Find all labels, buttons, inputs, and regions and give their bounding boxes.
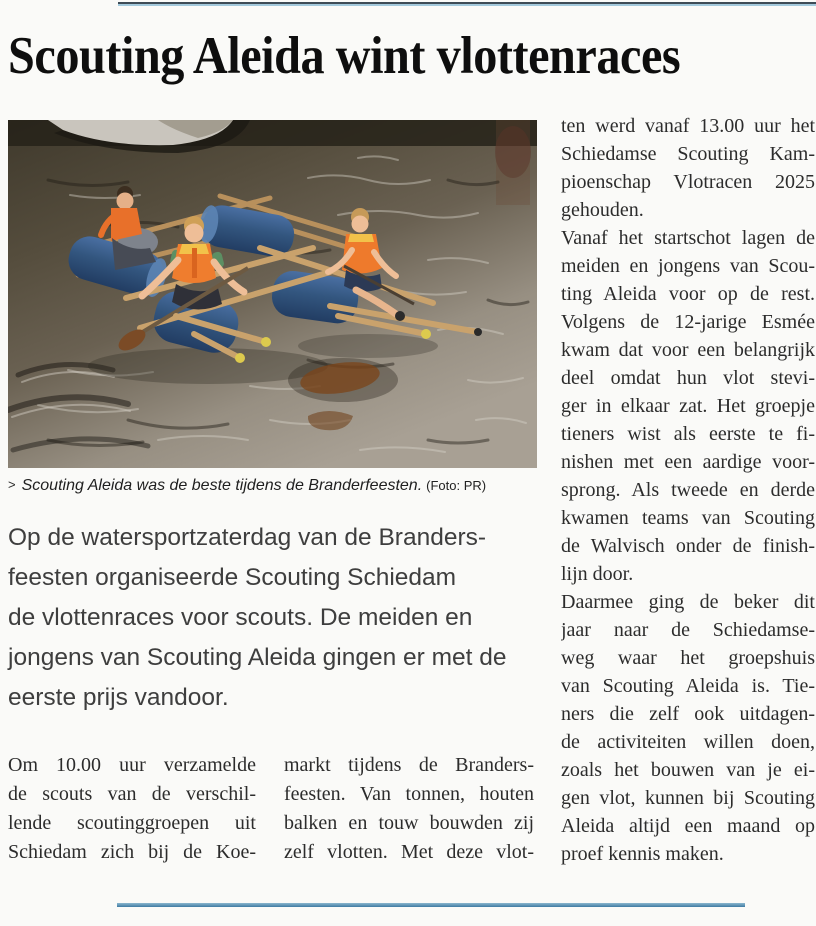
photo-caption bbox=[8, 477, 540, 495]
body-line: Schiedam zich bij de Koe- bbox=[8, 841, 256, 863]
body-line: Om 10.00 uur verzamelde bbox=[8, 754, 256, 776]
body-line: ners die zelf ook uitdagen- bbox=[561, 703, 815, 725]
body-line: weg waar het groepshuis bbox=[561, 647, 815, 669]
body-line: Volgens de 12-jarige Esmée bbox=[561, 311, 815, 333]
lead-line: feesten organiseerde Scouting Schiedam bbox=[8, 564, 457, 591]
body-line: zelf vlotten. Met deze vlot- bbox=[284, 841, 534, 863]
body-line: nishen met een aardige voor- bbox=[561, 451, 815, 473]
body-line: lende scoutinggroepen uit bbox=[8, 812, 256, 834]
lead-paragraph bbox=[8, 518, 548, 718]
lead-line: de vlottenraces voor scouts. De meiden en bbox=[8, 604, 473, 631]
top-rule bbox=[118, 2, 816, 6]
body-line: gehouden. bbox=[561, 199, 644, 221]
body-line: tieners wist als eerste te fi- bbox=[561, 423, 815, 445]
body-line: balken en touw bouwden zij bbox=[284, 812, 534, 834]
body-line: de activiteiten willen doen, bbox=[561, 731, 815, 753]
article-photo bbox=[8, 120, 537, 468]
body-line: kwamen teams van Scouting bbox=[561, 507, 815, 529]
body-column-left bbox=[8, 751, 256, 871]
body-line: Schiedamse Scouting Kam- bbox=[561, 143, 815, 165]
face bbox=[117, 193, 134, 210]
body-column-middle bbox=[284, 751, 534, 871]
body-line: Aleida altijd een maand op bbox=[561, 815, 815, 837]
body-line: Vanaf het startschot lagen de bbox=[561, 227, 815, 249]
body-line: Daarmee ging de beker dit bbox=[561, 591, 815, 613]
body-line: deel omdat hun vlot stevi- bbox=[561, 367, 815, 389]
bottom-rule bbox=[117, 903, 745, 907]
body-line: zoals het bouwen van je ei- bbox=[561, 759, 815, 781]
body-line: de Walvisch onder de finish- bbox=[561, 535, 815, 557]
body-line: ten werd vanaf 13.00 uur het bbox=[561, 115, 815, 137]
body-line: pioenschap Vlotracen 2025 bbox=[561, 171, 815, 193]
body-line: sprong. Als tweede en derde bbox=[561, 479, 815, 501]
face bbox=[185, 224, 204, 243]
body-line: meiden en jongens van Scou- bbox=[561, 255, 815, 277]
body-line: markt tijdens de Branders- bbox=[284, 754, 534, 776]
article-headline: Scouting Aleida wint vlottenraces bbox=[8, 27, 681, 85]
lead-line: eerste prijs vandoor. bbox=[8, 684, 229, 711]
body-line: gen vlot, kunnen bij Scouting bbox=[561, 787, 815, 809]
pole-tip-dark bbox=[474, 328, 482, 336]
body-line: feesten. Van tonnen, houten bbox=[284, 783, 534, 805]
body-line: ger in elkaar zat. Het groepje bbox=[561, 395, 815, 417]
body-line: ting Aleida voor op de rest. bbox=[561, 283, 815, 305]
raft-reflection-right bbox=[298, 334, 438, 358]
body-line: lijn door. bbox=[561, 563, 634, 585]
body-line: proef kennis maken. bbox=[561, 843, 724, 865]
body-line: kwam dat voor een belangrijk bbox=[561, 339, 815, 361]
caption-text: Scouting Aleida was de beste tijdens de Branderfeesten. bbox=[21, 477, 423, 494]
raft-race-photo-illustration bbox=[8, 120, 537, 468]
face bbox=[352, 216, 369, 233]
caption-credit: (Foto: PR) bbox=[426, 478, 487, 493]
lead-line: jongens van Scouting Aleida gingen er met de bbox=[8, 644, 507, 671]
lead-line: Op de watersportzaterdag van de Branders- bbox=[8, 524, 487, 551]
caption-arrow-icon: > bbox=[8, 477, 16, 492]
body-line: de scouts van de verschil- bbox=[8, 783, 256, 805]
vest-collar bbox=[348, 234, 374, 242]
body-column-right bbox=[561, 112, 815, 874]
body-line: van Scouting Aleida is. Tie- bbox=[561, 675, 815, 697]
body-line: jaar naar de Schiedamse- bbox=[561, 619, 815, 641]
shoe bbox=[395, 311, 405, 321]
